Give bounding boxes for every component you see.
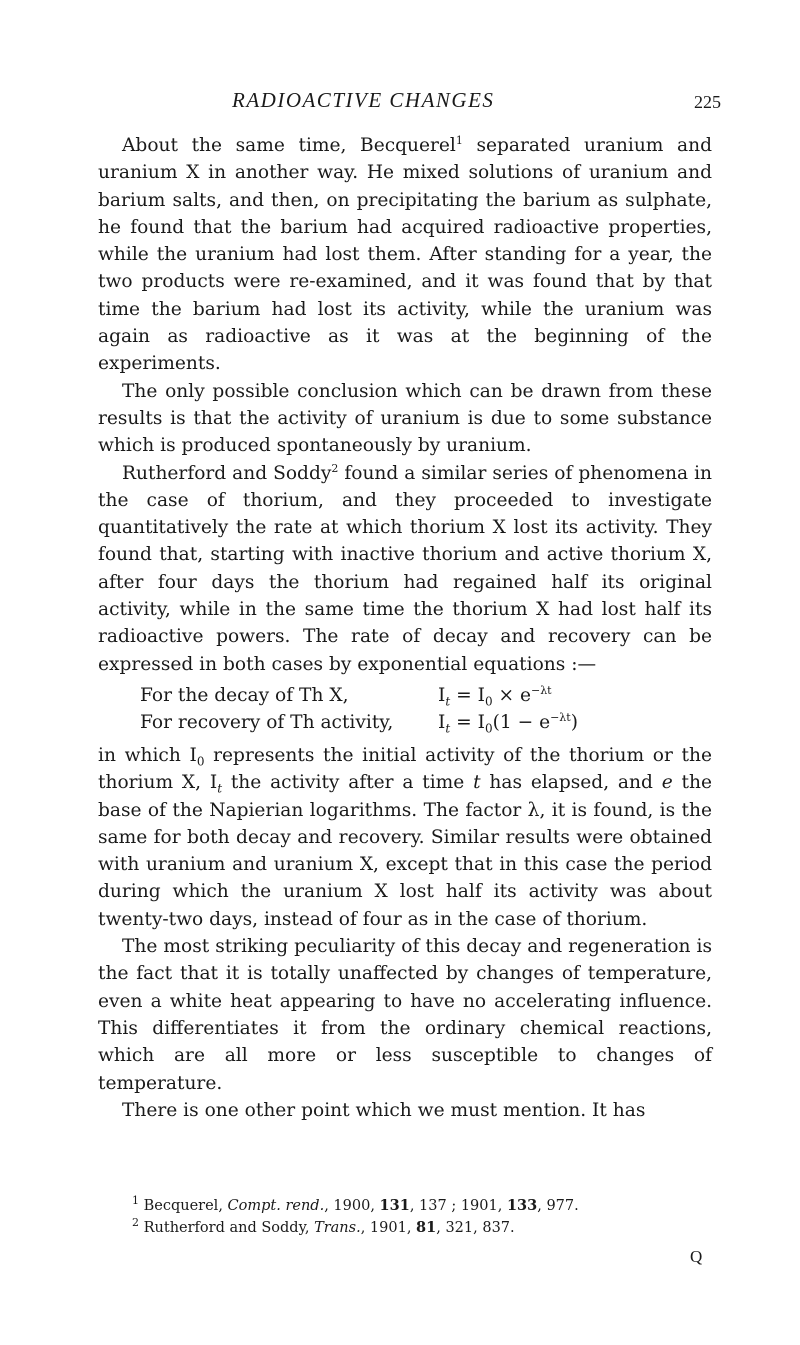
- recovery-equation: [140, 709, 712, 736]
- page-header: [0, 88, 800, 120]
- paragraph-4: in which $I_0$ represents the initial activity of the thorium or the thorium X, $I_t$ the activity after a time t has elapsed, and e the base of the Napierian logarithms. The factor λ, it is found, is the same for both decay and recovery. Similar results were obtained with uranium and uranium X, except that in this case the period during which the uranium X lost half its activity was about twenty-two days, instead of four as in the case of thorium.: [98, 744, 712, 930]
- footnote-1: $^1$ Becquerel, Compt. rend., 1900, 131, 137 ; 1901, 133, 977.: [132, 1194, 579, 1214]
- decay-equation-label: For the decay of Th X,: [140, 684, 349, 706]
- page-number: 225: [694, 92, 721, 112]
- decay-equation: [140, 682, 712, 709]
- signature-mark: Q: [690, 1247, 703, 1266]
- footnotes: [132, 1195, 732, 1239]
- footnote-2: $^2$ Rutherford and Soddy, Trans., 1901, 81, 321, 837.: [132, 1216, 515, 1236]
- equations-block: [98, 682, 712, 736]
- footnote-ref-1: 1: [455, 133, 463, 147]
- paragraph-2: The only possible conclusion which can be drawn from these results is that the activity of uranium is due to some substance which is produced spontaneously by uranium.: [98, 380, 712, 457]
- footnote-ref-2: 2: [331, 461, 339, 475]
- recovery-equation-formula: $I_t = I_0(1 - e^{-\lambda t})$: [438, 710, 578, 736]
- paragraph-6: There is one other point which we must mention. It has: [122, 1099, 646, 1121]
- body-text: [98, 132, 712, 1124]
- paragraph-3: Rutherford and Soddy$^2$ found a similar series of phenomena in the case of thorium, and they proceeded to investigate quantitatively the rate at which thorium X lost its activity. They found that, starting with inactive thorium and active thorium X, after four days the thorium had regained half its original activity, while in the same time the thorium X had lost half its radioactive powers. The rate of decay and recovery can be expressed in both cases by exponential equations :—: [98, 461, 712, 675]
- paragraph-5: The most striking peculiarity of this decay and regeneration is the fact that it is totally unaffected by changes of temperature, even a white heat appearing to have no accelerating influence. This differentiates it from the ordinary chemical reactions, which are all more or less susceptible to changes of temperature.: [98, 936, 712, 1094]
- decay-equation-formula: $I_t = I_0 \times e^{-\lambda t}$: [438, 683, 552, 709]
- paragraph-1: About the same time, Becquerel$^1$ separated uranium and uranium X in another way. He mixed solutions of uranium and barium salts, and then, on precipitating the barium as sulphate, he found that the barium had acquired radioactive properties, while the uranium had lost them. After standing for a year, the two products were re-examined, and it was found that by that time the barium had lost its activity, while the uranium was again as radioactive as it was at the beginning of the experiments.: [98, 133, 713, 375]
- recovery-equation-label: For recovery of Th activity,: [140, 711, 394, 733]
- running-head: RADIOACTIVE CHANGES: [232, 88, 495, 112]
